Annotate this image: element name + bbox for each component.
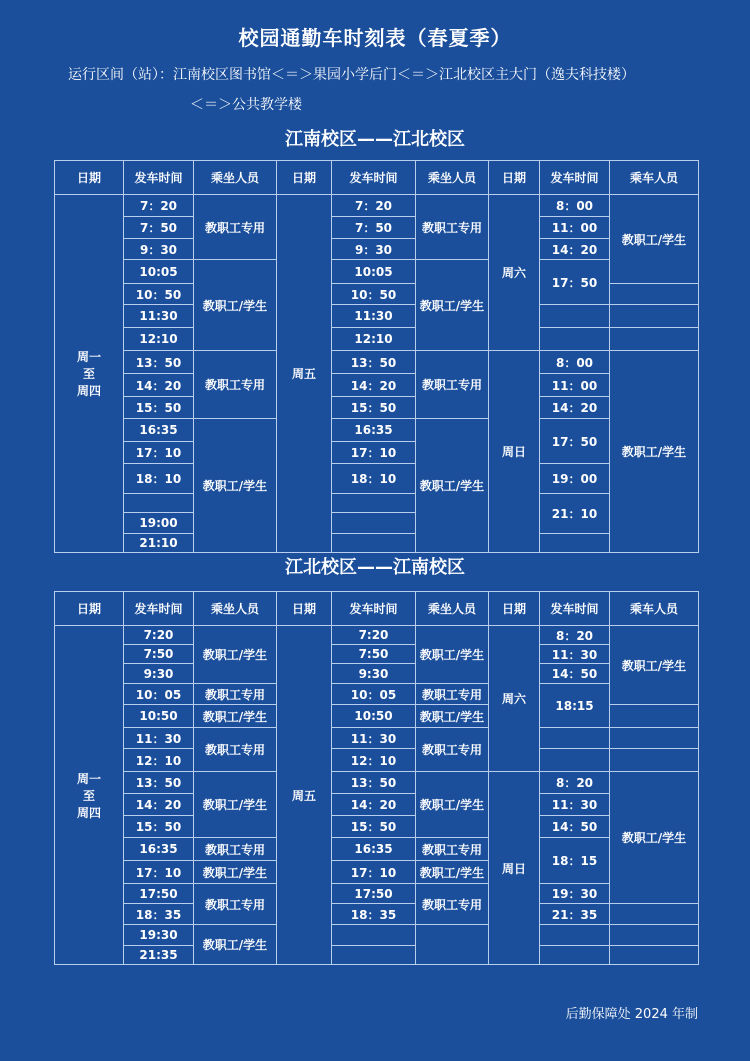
departure-time-friday: 15：50 (332, 397, 416, 419)
departure-time-friday (332, 534, 416, 553)
rider-type-weekdays: 教职工/学生 (194, 419, 277, 553)
day-label-sunday: 周日 (489, 772, 540, 965)
rider-type-sunday (610, 946, 699, 965)
rider-type-weekdays: 教职工/学生 (194, 260, 277, 351)
rider-type-friday: 教职工专用 (416, 684, 489, 705)
departure-time-weekdays: 10：50 (124, 284, 194, 305)
rider-type-friday: 教职工/学生 (416, 626, 489, 684)
column-header: 乘车人员 (610, 161, 699, 195)
departure-time-saturday: 14：50 (540, 664, 610, 684)
departure-time-friday: 10：05 (332, 684, 416, 705)
column-header: 日期 (489, 592, 540, 626)
table-row (55, 749, 699, 772)
departure-time-weekdays: 12:10 (124, 328, 194, 351)
departure-time-weekdays: 7：20 (124, 195, 194, 217)
timetable-jiangnan-to-jiangbei (54, 160, 699, 553)
table-row (55, 925, 699, 946)
departure-time-friday: 9:30 (332, 664, 416, 684)
table-row (55, 195, 699, 217)
departure-time-sunday (540, 946, 610, 965)
day-label-friday: 周五 (277, 195, 332, 553)
route-line-2: ＜＝＞公共教学楼 (190, 97, 302, 113)
route-line-1: 运行区间（站）：江南校区图书馆＜＝＞果园小学后门＜＝＞江北校区主大门（逸夫科技楼） (68, 67, 635, 83)
rider-type-saturday (610, 305, 699, 328)
rider-type-weekdays: 教职工专用 (194, 728, 277, 772)
departure-time-sunday: 19：00 (540, 464, 610, 494)
departure-time-saturday (540, 305, 610, 328)
departure-time-saturday (540, 328, 610, 351)
departure-time-saturday (540, 749, 610, 772)
rider-type-saturday (610, 328, 699, 351)
departure-time-weekdays: 19:00 (124, 513, 194, 534)
column-header: 乘坐人员 (194, 161, 277, 195)
rider-type-weekdays: 教职工/学生 (194, 772, 277, 838)
departure-time-weekdays: 10:05 (124, 260, 194, 284)
departure-time-saturday (540, 728, 610, 749)
rider-type-friday: 教职工/学生 (416, 419, 489, 553)
departure-time-saturday: 11：00 (540, 217, 610, 239)
departure-time-friday: 14：20 (332, 794, 416, 816)
departure-time-friday: 9：30 (332, 239, 416, 260)
rider-type-saturday (610, 705, 699, 728)
departure-time-weekdays: 7:50 (124, 645, 194, 664)
departure-time-saturday: 18:15 (540, 684, 610, 728)
departure-time-friday (332, 494, 416, 513)
rider-type-saturday (610, 728, 699, 749)
table-row (55, 794, 699, 816)
table-row (55, 816, 699, 838)
departure-time-sunday: 8：20 (540, 772, 610, 794)
departure-time-friday (332, 513, 416, 534)
table-row (55, 626, 699, 645)
departure-time-friday: 7：50 (332, 217, 416, 239)
day-label-sunday: 周日 (489, 351, 540, 553)
rider-type-sunday (610, 925, 699, 946)
departure-time-weekdays: 17：10 (124, 442, 194, 464)
rider-type-weekdays: 教职工/学生 (194, 626, 277, 684)
column-header: 发车时间 (540, 161, 610, 195)
departure-time-friday: 7:50 (332, 645, 416, 664)
departure-time-weekdays: 7:20 (124, 626, 194, 645)
rider-type-weekdays: 教职工专用 (194, 195, 277, 260)
rider-type-friday: 教职工专用 (416, 884, 489, 925)
departure-time-weekdays: 16:35 (124, 838, 194, 861)
rider-type-friday: 教职工/学生 (416, 705, 489, 728)
table-row (55, 684, 699, 705)
rider-type-weekdays: 教职工/学生 (194, 705, 277, 728)
departure-time-friday: 14：20 (332, 374, 416, 397)
departure-time-sunday: 14：50 (540, 816, 610, 838)
rider-type-friday: 教职工/学生 (416, 772, 489, 838)
table-row (55, 645, 699, 664)
departure-time-weekdays: 12：10 (124, 749, 194, 772)
rider-type-saturday (610, 749, 699, 772)
column-header: 日期 (55, 161, 124, 195)
table-row (55, 772, 699, 794)
departure-time-friday: 10：50 (332, 284, 416, 305)
departure-time-friday: 15：50 (332, 816, 416, 838)
column-header: 发车时间 (332, 592, 416, 626)
departure-time-weekdays: 17：10 (124, 861, 194, 884)
rider-type-sunday: 教职工/学生 (610, 772, 699, 904)
rider-type-friday: 教职工/学生 (416, 260, 489, 351)
day-label-weekdays: 周一 至 周四 (55, 626, 124, 965)
departure-time-sunday: 11：30 (540, 794, 610, 816)
column-header: 日期 (55, 592, 124, 626)
column-header: 发车时间 (124, 161, 194, 195)
table-row (55, 534, 699, 553)
departure-time-weekdays: 14：20 (124, 374, 194, 397)
departure-time-friday (332, 925, 416, 946)
rider-type-friday: 教职工/学生 (416, 861, 489, 884)
section-title-jiangnan-to-jiangbei: 江南校区——江北校区 (285, 129, 465, 150)
departure-time-weekdays (124, 494, 194, 513)
departure-time-sunday: 18：15 (540, 838, 610, 884)
departure-time-weekdays: 19:30 (124, 925, 194, 946)
rider-type-weekdays: 教职工专用 (194, 838, 277, 861)
departure-time-friday: 16:35 (332, 838, 416, 861)
table-row (55, 239, 699, 260)
departure-time-weekdays: 9：30 (124, 239, 194, 260)
table-row (55, 217, 699, 239)
rider-type-friday: 教职工专用 (416, 351, 489, 419)
departure-time-friday: 17：10 (332, 442, 416, 464)
departure-time-sunday: 21：35 (540, 904, 610, 925)
table-row (55, 494, 699, 513)
table-row (55, 260, 699, 284)
departure-time-sunday: 21：10 (540, 494, 610, 534)
departure-time-weekdays: 7：50 (124, 217, 194, 239)
departure-time-weekdays: 16:35 (124, 419, 194, 442)
column-header: 乘坐人员 (416, 592, 489, 626)
column-header: 日期 (489, 161, 540, 195)
departure-time-weekdays: 15：50 (124, 816, 194, 838)
day-label-saturday: 周六 (489, 626, 540, 772)
departure-time-friday (332, 946, 416, 965)
departure-time-friday: 17：10 (332, 861, 416, 884)
column-header: 乘车人员 (610, 592, 699, 626)
table-row (55, 351, 699, 374)
column-header: 乘坐人员 (416, 161, 489, 195)
departure-time-sunday (540, 925, 610, 946)
table-row (55, 397, 699, 419)
table-row (55, 904, 699, 925)
departure-time-weekdays: 10:50 (124, 705, 194, 728)
table-row (55, 328, 699, 351)
departure-time-friday: 18：35 (332, 904, 416, 925)
column-header: 发车时间 (540, 592, 610, 626)
rider-type-weekdays: 教职工/学生 (194, 861, 277, 884)
departure-time-weekdays: 21:35 (124, 946, 194, 965)
page-title: 校园通勤车时刻表（春夏季） (238, 26, 512, 50)
section-title-jiangbei-to-jiangnan: 江北校区——江南校区 (285, 557, 465, 578)
rider-type-friday: 教职工专用 (416, 728, 489, 772)
table-row (55, 946, 699, 965)
departure-time-weekdays: 9:30 (124, 664, 194, 684)
departure-time-friday: 11:30 (332, 305, 416, 328)
departure-time-friday: 13：50 (332, 351, 416, 374)
departure-time-saturday: 14：20 (540, 239, 610, 260)
departure-time-friday: 11：30 (332, 728, 416, 749)
departure-time-sunday: 8：00 (540, 351, 610, 374)
departure-time-weekdays: 13：50 (124, 772, 194, 794)
rider-type-saturday: 教职工/学生 (610, 195, 699, 284)
rider-type-weekdays: 教职工专用 (194, 884, 277, 925)
rider-type-weekdays: 教职工/学生 (194, 925, 277, 965)
rider-type-weekdays: 教职工专用 (194, 351, 277, 419)
departure-time-sunday: 14：20 (540, 397, 610, 419)
table-row (55, 838, 699, 861)
departure-time-weekdays: 11：30 (124, 728, 194, 749)
departure-time-friday: 13：50 (332, 772, 416, 794)
departure-time-sunday: 17：50 (540, 419, 610, 464)
day-label-friday: 周五 (277, 626, 332, 965)
departure-time-weekdays: 14：20 (124, 794, 194, 816)
rider-type-friday (416, 925, 489, 965)
table-row (55, 884, 699, 904)
column-header: 日期 (277, 592, 332, 626)
departure-time-friday: 10:05 (332, 260, 416, 284)
rider-type-saturday: 教职工/学生 (610, 626, 699, 705)
departure-time-sunday: 11：00 (540, 374, 610, 397)
departure-time-saturday: 11：30 (540, 645, 610, 664)
departure-time-friday: 7:20 (332, 626, 416, 645)
departure-time-weekdays: 21:10 (124, 534, 194, 553)
rider-type-weekdays: 教职工专用 (194, 684, 277, 705)
table-row (55, 419, 699, 442)
table-row (55, 728, 699, 749)
table-row (55, 305, 699, 328)
departure-time-saturday: 17：50 (540, 260, 610, 305)
column-header: 发车时间 (124, 592, 194, 626)
rider-type-friday: 教职工专用 (416, 838, 489, 861)
column-header: 乘坐人员 (194, 592, 277, 626)
departure-time-saturday: 8：20 (540, 626, 610, 645)
column-header: 发车时间 (332, 161, 416, 195)
departure-time-weekdays: 10：05 (124, 684, 194, 705)
footer-issuer: 后勤保障处 2024 年制 (565, 1007, 698, 1022)
departure-time-sunday (540, 534, 610, 553)
rider-type-sunday (610, 904, 699, 925)
departure-time-friday: 17:50 (332, 884, 416, 904)
departure-time-friday: 10:50 (332, 705, 416, 728)
column-header: 日期 (277, 161, 332, 195)
departure-time-friday: 16:35 (332, 419, 416, 442)
departure-time-saturday: 8：00 (540, 195, 610, 217)
table-row (55, 664, 699, 684)
rider-type-sunday: 教职工/学生 (610, 351, 699, 553)
departure-time-weekdays: 11:30 (124, 305, 194, 328)
departure-time-sunday: 19：30 (540, 884, 610, 904)
table-row (55, 464, 699, 494)
departure-time-weekdays: 15：50 (124, 397, 194, 419)
day-label-saturday: 周六 (489, 195, 540, 351)
departure-time-weekdays: 13：50 (124, 351, 194, 374)
departure-time-weekdays: 17:50 (124, 884, 194, 904)
departure-time-friday: 18：10 (332, 464, 416, 494)
departure-time-friday: 12：10 (332, 749, 416, 772)
timetable-jiangbei-to-jiangnan (54, 591, 699, 965)
table-row (55, 374, 699, 397)
departure-time-weekdays: 18：10 (124, 464, 194, 494)
day-label-weekdays: 周一 至 周四 (55, 195, 124, 553)
departure-time-friday: 7：20 (332, 195, 416, 217)
rider-type-saturday (610, 284, 699, 305)
departure-time-weekdays: 18：35 (124, 904, 194, 925)
departure-time-friday: 12:10 (332, 328, 416, 351)
rider-type-friday: 教职工专用 (416, 195, 489, 260)
